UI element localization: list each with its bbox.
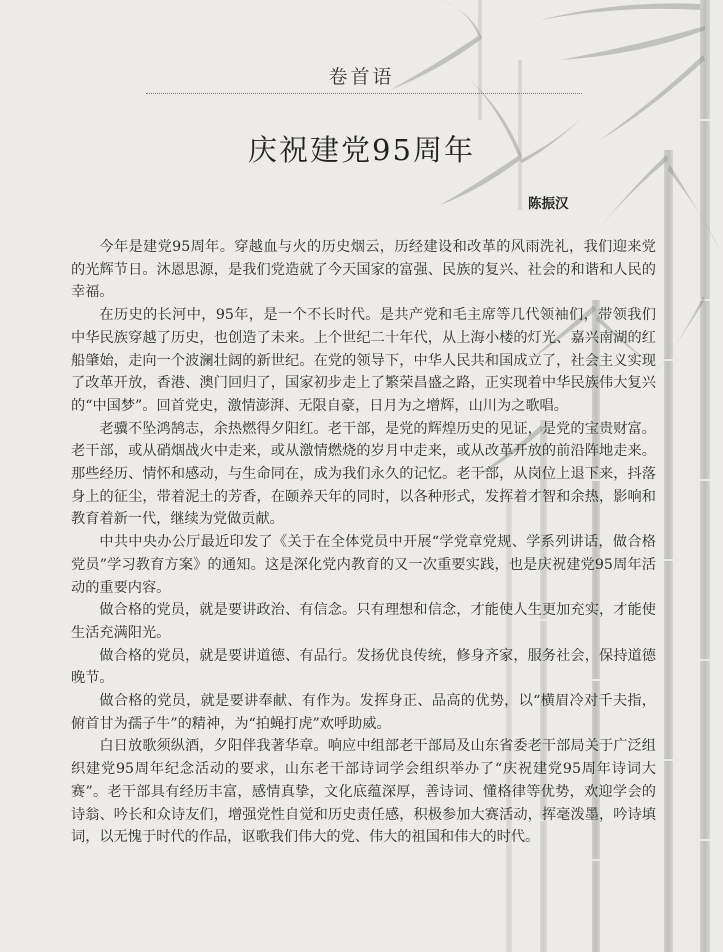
- author-name: 陈振汉: [528, 196, 569, 212]
- section-title: 卷首语: [328, 66, 395, 88]
- paragraph: 做合格的党员，就是要讲政治、有信念。只有理想和信念，才能使人生更加充实，才能使生活充满阳光。: [71, 602, 656, 641]
- article-body: [71, 236, 656, 849]
- paragraph: 白日放歌须纵酒，夕阳伴我著华章。响应中组部老干部局及山东省委老干部局关于广泛组织建党95周年纪念活动的要求，山东老干部诗词学会组织举办了“庆祝建党95周年诗词大赛”。老干部具有经历丰富，感情真挚，文化底蕴深厚，善诗词、懂格律等优势，欢迎学会的诗翁、吟长和众诗友们，增强党性自觉和历史责任感，积极参加大赛活动，挥毫泼墨，吟诗填词，以无愧于时代的作品，讴歌我们伟大的党、伟大的祖国和伟大的时代。: [71, 738, 656, 846]
- paragraph: 老骥不坠鸿鹄志，余热燃得夕阳红。老干部，是党的辉煌历史的见证，是党的宝贵财富。老干部，或从硝烟战火中走来，或从激情燃烧的岁月中走来，或从改革开放的前沿阵地走来。那些经历、情怀和感动，与生命同在，成为我们永久的记忆。老干部，从岗位上退下来，抖落身上的征尘，带着泥土的芳香，在颐养天年的同时，以各种形式，发挥着才智和余热，影响和教育着新一代，继续为党做贡献。: [71, 420, 656, 528]
- paragraph: 做合格的党员，就是要讲奉献、有作为。发挥身正、品高的优势，以“横眉冷对千夫指，俯首甘为孺子牛”的精神，为“拍蝇打虎”欢呼助威。: [71, 693, 656, 732]
- paragraph: 今年是建党95周年。穿越血与火的历史烟云，历经建设和改革的风雨洗礼，我们迎来党的光辉节日。沐恩思源，是我们党造就了今天国家的富强、民族的复兴、社会的和谐和人民的幸福。: [71, 239, 656, 301]
- dotted-divider: [146, 93, 582, 94]
- paragraph: 中共中央办公厅最近印发了《关于在全体党员中开展“学党章党规、学系列讲话，做合格党员”学习教育方案》的通知。这是深化党内教育的又一次重要实践，也是庆祝建党95周年活动的重要内容。: [71, 534, 656, 596]
- paragraph: 做合格的党员，就是要讲道德、有品行。发扬优良传统，修身齐家，服务社会，保持道德晚节。: [71, 647, 656, 687]
- paragraph: 在历史的长河中，95年，是一个不长时代。是共产党和毛主席等几代领袖们，带领我们中华民族穿越了历史，也创造了未来。上个世纪二十年代，从上海小楼的灯光、嘉兴南湖的红船肇始，走向一个波澜壮阔的新世纪。在党的领导下，中华人民共和国成立了，社会主义实现了改革开放，香港、澳门回归了，国家初步走上了繁荣昌盛之路，正实现着中华民族伟大复兴的“中国梦”。回首党史，激情澎湃、无限自豪，日月为之增辉，山川为之歌唱。: [71, 307, 656, 414]
- article-title: 庆祝建党95周年: [248, 133, 475, 167]
